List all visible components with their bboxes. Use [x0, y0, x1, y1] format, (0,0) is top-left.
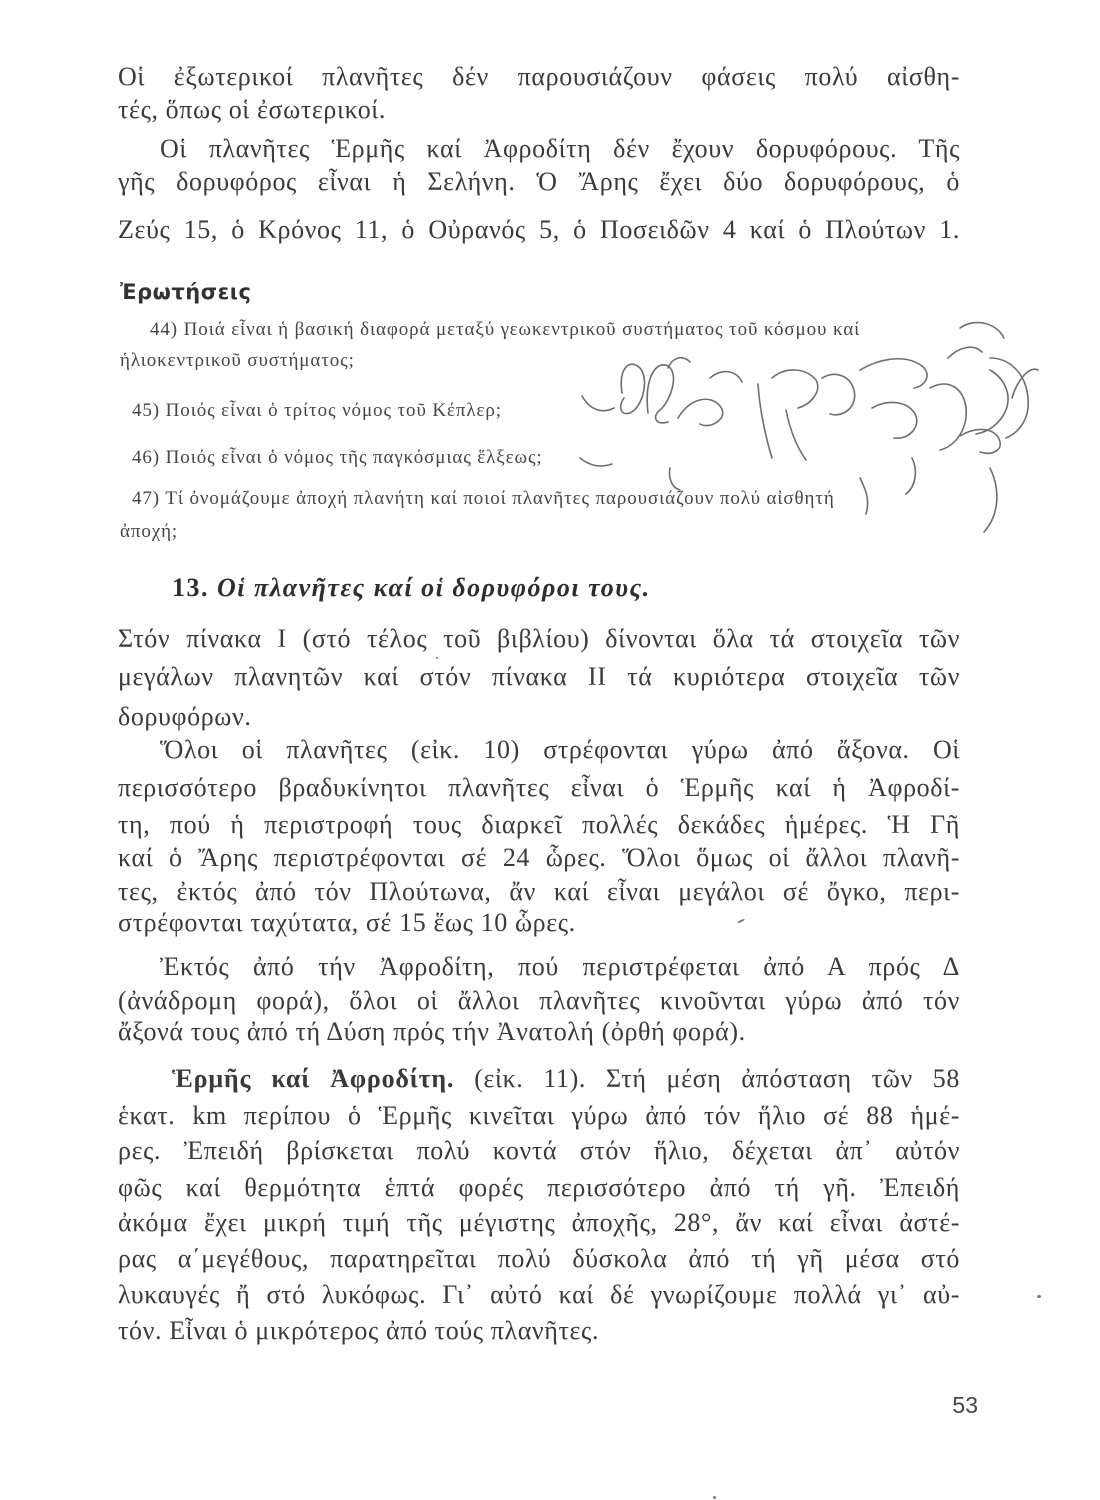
- questions-heading: Ἐρωτήσεις: [120, 280, 252, 304]
- hermes-line-2: ἑκατ. km περίπου ὁ Ἑρμῆς κινεῖται γύρω ἀπό τόν ἥλιο σέ 88 ἡμέ-: [118, 1101, 960, 1130]
- hermes-line-3: ρες. Ἐπειδή βρίσκεται πολύ κοντά στόν ἥλιο, δέχεται ἀπ᾽ αὐτόν: [118, 1136, 960, 1165]
- body-line-10: Ἐκτός ἀπό τήν Ἀφροδίτη, πού περιστρέφεται ἀπό Α πρός Δ: [160, 952, 960, 981]
- intro-line-4: γῆς δορυφόρος εἶναι ἡ Σελήνη. Ὁ Ἄρης ἔχει δύο δορυφόρους, ὁ: [118, 167, 960, 196]
- question-44: 44) Ποιά εἶναι ἡ βασική διαφορά μεταξύ γεωκεντρικοῦ συστήματος τοῦ κόσμου καί: [150, 319, 861, 340]
- hermes-line-7: λυκαυγές ἤ στό λυκόφως. Γι᾽ αὐτό καί δέ γνωρίζουμε πολλά γι᾽ αὐ-: [118, 1280, 960, 1309]
- hermes-line-8: τόν. Εἶναι ὁ μικρότερος ἀπό τούς πλανῆτες.: [118, 1316, 600, 1345]
- intro-line-1: Οἱ ἐξωτερικοί πλανῆτες δέν παρουσιάζουν φάσεις πολύ αἰσθη-: [118, 62, 960, 91]
- intro-line-2: τές, ὅπως οἱ ἐσωτερικοί.: [118, 95, 387, 124]
- question-44-cont: ἡλιοκεντρικοῦ συστήματος;: [120, 350, 355, 371]
- hermes-heading: Ἑρμῆς καί Ἀφροδίτη.: [172, 1064, 455, 1093]
- body-line-9: στρέφονται ταχύτατα, σέ 15 ἕως 10 ὧρες.: [118, 908, 576, 937]
- speck: [1037, 1295, 1041, 1298]
- question-45: 45) Ποιός εἶναι ὁ τρίτος νόμος τοῦ Κέπλερ;: [132, 400, 502, 421]
- question-47: 47) Τί ὀνομάζουμε ἀποχή πλανήτη καί ποιοί πλανῆτες παρουσιάζουν πολύ αἰσθητή: [132, 488, 835, 509]
- hermes-line-1: [172, 1064, 960, 1094]
- hermes-line-6: ρας α΄μεγέθους, παρατηρεῖται πολύ δύσκολα ἀπό τή γῆ μέσα στό: [118, 1244, 960, 1273]
- hermes-line-4: φῶς καί θερμότητα ἑπτά φορές περισσότερο ἀπό τή γῆ. Ἐπειδή: [118, 1173, 960, 1202]
- intro-line-3: Οἱ πλανῆτες Ἑρμῆς καί Ἀφροδίτη δέν ἔχουν δορυφόρους. Τῆς: [160, 134, 960, 163]
- body-line-3: δορυφόρων.: [118, 702, 252, 731]
- speck: [737, 918, 745, 923]
- body-line-12: ἄξονά τους ἀπό τή Δύση πρός τήν Ἀνατολή (ὀρθή φορά).: [118, 1017, 746, 1046]
- hermes-line-5: ἀκόμα ἔχει μικρή τιμή τῆς μέγιστης ἀποχῆς, 28°, ἄν καί εἶναι ἀστέ-: [118, 1208, 960, 1237]
- page-number: 53: [952, 1392, 978, 1418]
- body-line-7: καί ὁ Ἄρης περιστρέφονται σέ 24 ὧρες. Ὅλοι ὅμως οἱ ἄλλοι πλανῆ-: [118, 843, 960, 872]
- body-line-1: Στόν πίνακα Ι (στό τέλος τοῦ βιβλίου) δίνονται ὅλα τά στοιχεῖα τῶν: [118, 624, 960, 653]
- pencil-scribble: [560, 318, 1050, 548]
- section-title: [172, 573, 651, 603]
- section-title-text: Οἱ πλανῆτες καί οἱ δορυφόροι τους.: [217, 573, 651, 602]
- body-line-6: τη, πού ἡ περιστροφή τους διαρκεῖ πολλές δεκάδες ἡμέρες. Ἡ Γῆ: [118, 810, 960, 839]
- body-line-2: μεγάλων πλανητῶν καί στόν πίνακα ΙΙ τά κυριότερα στοιχεῖα τῶν: [118, 662, 960, 691]
- question-46: 46) Ποιός εἶναι ὁ νόμος τῆς παγκόσμιας ἕλξεως;: [132, 447, 543, 468]
- intro-line-5: Ζεύς 15, ὁ Κρόνος 11, ὁ Οὐρανός 5, ὁ Ποσειδῶν 4 καί ὁ Πλούτων 1.: [118, 215, 960, 244]
- section-number: 13.: [172, 573, 209, 602]
- body-line-11: (ἀνάδρομη φορά), ὅλοι οἱ ἄλλοι πλανῆτες κινοῦνται γύρω ἀπό τόν: [118, 986, 960, 1015]
- speck: [713, 1496, 716, 1499]
- body-line-5: περισσότερο βραδυκίνητοι πλανῆτες εἶναι ὁ Ἑρμῆς καί ἡ Ἀφροδί-: [118, 773, 960, 802]
- hermes-first-rest: (εἰκ. 11). Στή μέση ἀπόσταση τῶν 58: [454, 1064, 960, 1093]
- body-line-4: Ὅλοι οἱ πλανῆτες (εἰκ. 10) στρέφονται γύρω ἀπό ἄξονα. Οἱ: [160, 735, 960, 764]
- body-line-8: τες, ἐκτός ἀπό τόν Πλούτωνα, ἄν καί εἶναι μεγάλοι σέ ὄγκο, περι-: [118, 877, 960, 906]
- speck: [436, 657, 438, 659]
- question-47-cont: ἀποχή;: [120, 521, 179, 542]
